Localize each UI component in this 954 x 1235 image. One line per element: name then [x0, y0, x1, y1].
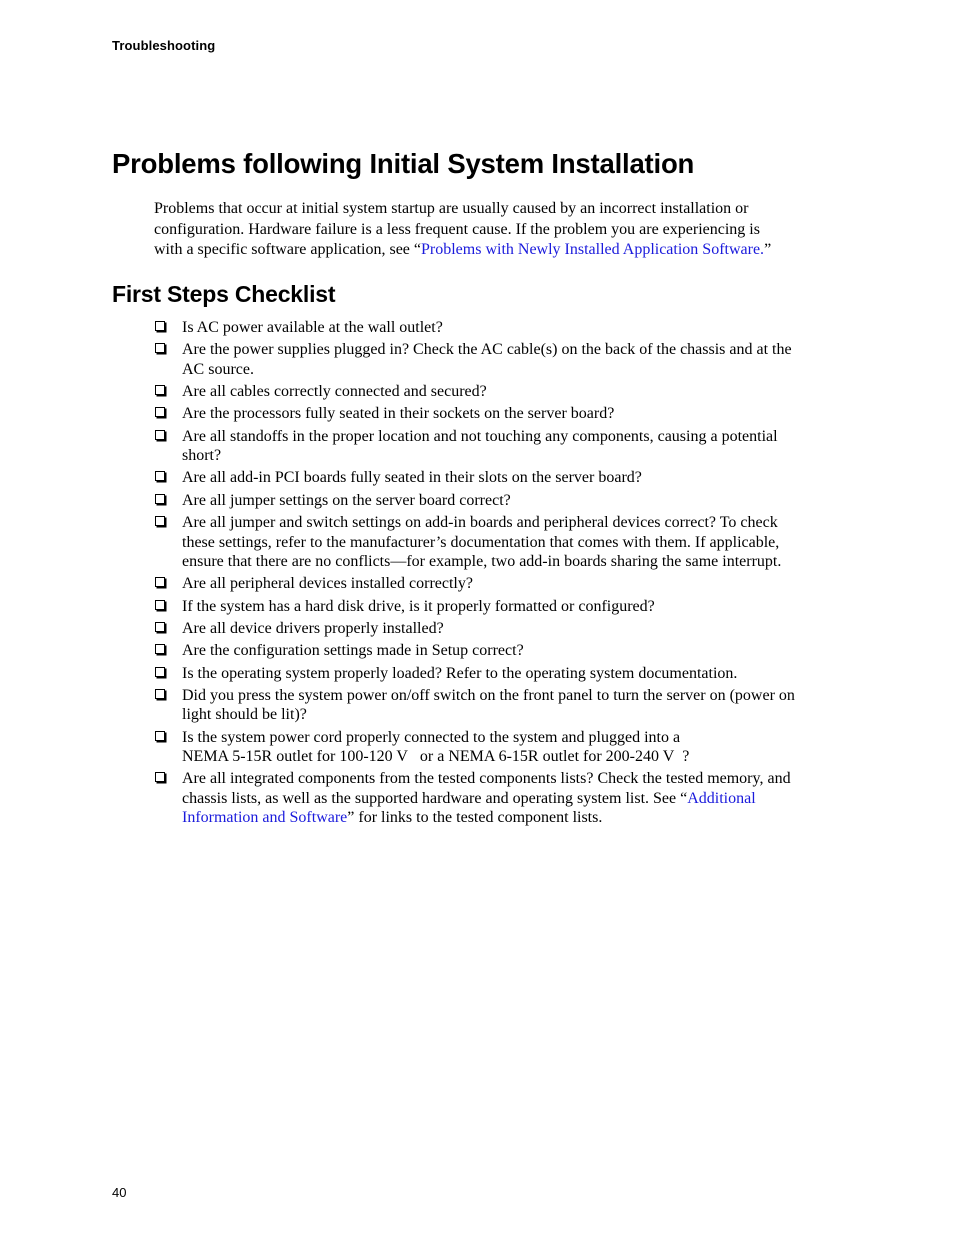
page-number: 40	[112, 1185, 127, 1200]
first-steps-checklist	[154, 318, 854, 831]
checklist-item-text: Are the processors fully seated in their sockets on the server board?	[182, 405, 615, 423]
checklist-item-text: Did you press the system power on/off switch on the front panel to turn the server on (power on	[182, 686, 795, 704]
intro-paragraph	[154, 199, 834, 261]
checklist-item-text: Is AC power available at the wall outlet?	[182, 319, 443, 336]
checklist-item-text: Are all device drivers properly installed?	[182, 619, 444, 637]
checklist-item-text: If the system has a hard disk drive, is it properly formatted or configured?	[182, 597, 655, 615]
checkbox-icon	[155, 516, 165, 526]
checkbox-icon	[155, 343, 165, 353]
checklist-item-text: Are all integrated components from the tested components lists? Check the tested memory, and	[182, 770, 791, 788]
page-title: Problems following Initial System Installation	[112, 148, 695, 179]
intro-line-3-close-quote: ”	[764, 241, 772, 258]
checklist-item-text: Are all jumper and switch settings on add-in boards and peripheral devices correct? To check	[182, 514, 778, 532]
link-additional-information-and-software[interactable]: Additional	[687, 789, 756, 807]
checklist-item	[154, 513, 854, 572]
checklist-heading: First Steps Checklist	[112, 281, 336, 307]
checklist-item-text: Are the power supplies plugged in? Check the AC cable(s) on the back of the chassis and at the	[182, 341, 792, 359]
checkbox-icon	[155, 622, 165, 632]
checklist-item	[154, 404, 854, 424]
intro-line-2: configuration. Hardware failure is a less frequent cause. If the problem you are experiencing is	[154, 220, 760, 238]
checklist-item	[154, 468, 854, 488]
checklist-item-text: Are all peripheral devices installed correctly?	[182, 575, 473, 593]
intro-line-3-text: with a specific software application, see “	[154, 241, 421, 258]
checkbox-icon	[155, 644, 165, 654]
checklist-item-text: Is the operating system properly loaded? Refer to the operating system documentation.	[182, 664, 738, 682]
checklist-item-text	[182, 789, 854, 809]
checkbox-icon	[155, 494, 165, 504]
checklist-item	[154, 597, 854, 617]
checklist-item-text: NEMA 5-15R outlet for 100-120 V or a NEMA 6-15R outlet for 200-240 V ?	[182, 748, 690, 766]
checklist-item	[154, 641, 854, 661]
checkbox-icon	[155, 772, 165, 782]
checklist-item	[154, 340, 854, 379]
checklist-item	[154, 574, 854, 594]
link-additional-information-and-software-continued[interactable]: Information and Software	[182, 809, 348, 827]
checklist-item	[154, 491, 854, 511]
checkbox-icon	[155, 577, 165, 587]
checklist-item	[154, 619, 854, 639]
checkbox-icon	[155, 667, 165, 677]
checkbox-icon	[155, 731, 165, 741]
checklist-item	[154, 769, 854, 828]
checklist-item	[154, 382, 854, 402]
checkbox-icon	[155, 471, 165, 481]
checklist-item-text	[182, 808, 854, 828]
checklist-item-text: Is the system power cord properly connected to the system and plugged into a	[182, 728, 681, 746]
checklist-item-text: these settings, refer to the manufacturer’s documentation that comes with them. If applicable,	[182, 533, 780, 551]
checklist-item-text: Are all cables correctly connected and secured?	[182, 383, 487, 401]
intro-line-3	[154, 240, 834, 261]
checklist-item-text-segment: ” for links to the tested component lists.	[347, 809, 603, 827]
checklist-item-text: Are all add-in PCI boards fully seated in their slots on the server board?	[182, 469, 642, 487]
checklist-item-text: Are all standoffs in the proper location and not touching any components, causing a potential	[182, 427, 778, 445]
checkbox-icon	[155, 600, 165, 610]
checklist-item-text: light should be lit)?	[182, 706, 307, 724]
checkbox-icon	[155, 407, 165, 417]
intro-line-1: Problems that occur at initial system startup are usually caused by an incorrect installation or	[154, 200, 749, 217]
checkbox-icon	[155, 321, 165, 331]
running-header: Troubleshooting	[112, 38, 216, 53]
checkbox-icon	[155, 385, 165, 395]
checklist-item-text: AC source.	[182, 360, 254, 378]
checkbox-icon	[155, 689, 165, 699]
checklist-item-text: Are all jumper settings on the server board correct?	[182, 491, 511, 509]
checklist-item	[154, 427, 854, 466]
checklist-item-text-segment: chassis lists, as well as the supported hardware and operating system list. See “	[182, 789, 688, 807]
checkbox-icon	[155, 430, 165, 440]
checklist-item	[154, 318, 854, 338]
checklist-item	[154, 728, 854, 767]
checklist-item-text: short?	[182, 447, 222, 465]
checklist-item	[154, 686, 854, 725]
checklist-item-text: ensure that there are no conflicts—for example, two add-in boards sharing the same interrupt.	[182, 553, 782, 571]
checklist-item	[154, 664, 854, 684]
checklist-item-text: Are the configuration settings made in Setup correct?	[182, 642, 524, 660]
link-problems-with-newly-installed-software[interactable]: Problems with Newly Installed Application Software.	[421, 241, 765, 258]
